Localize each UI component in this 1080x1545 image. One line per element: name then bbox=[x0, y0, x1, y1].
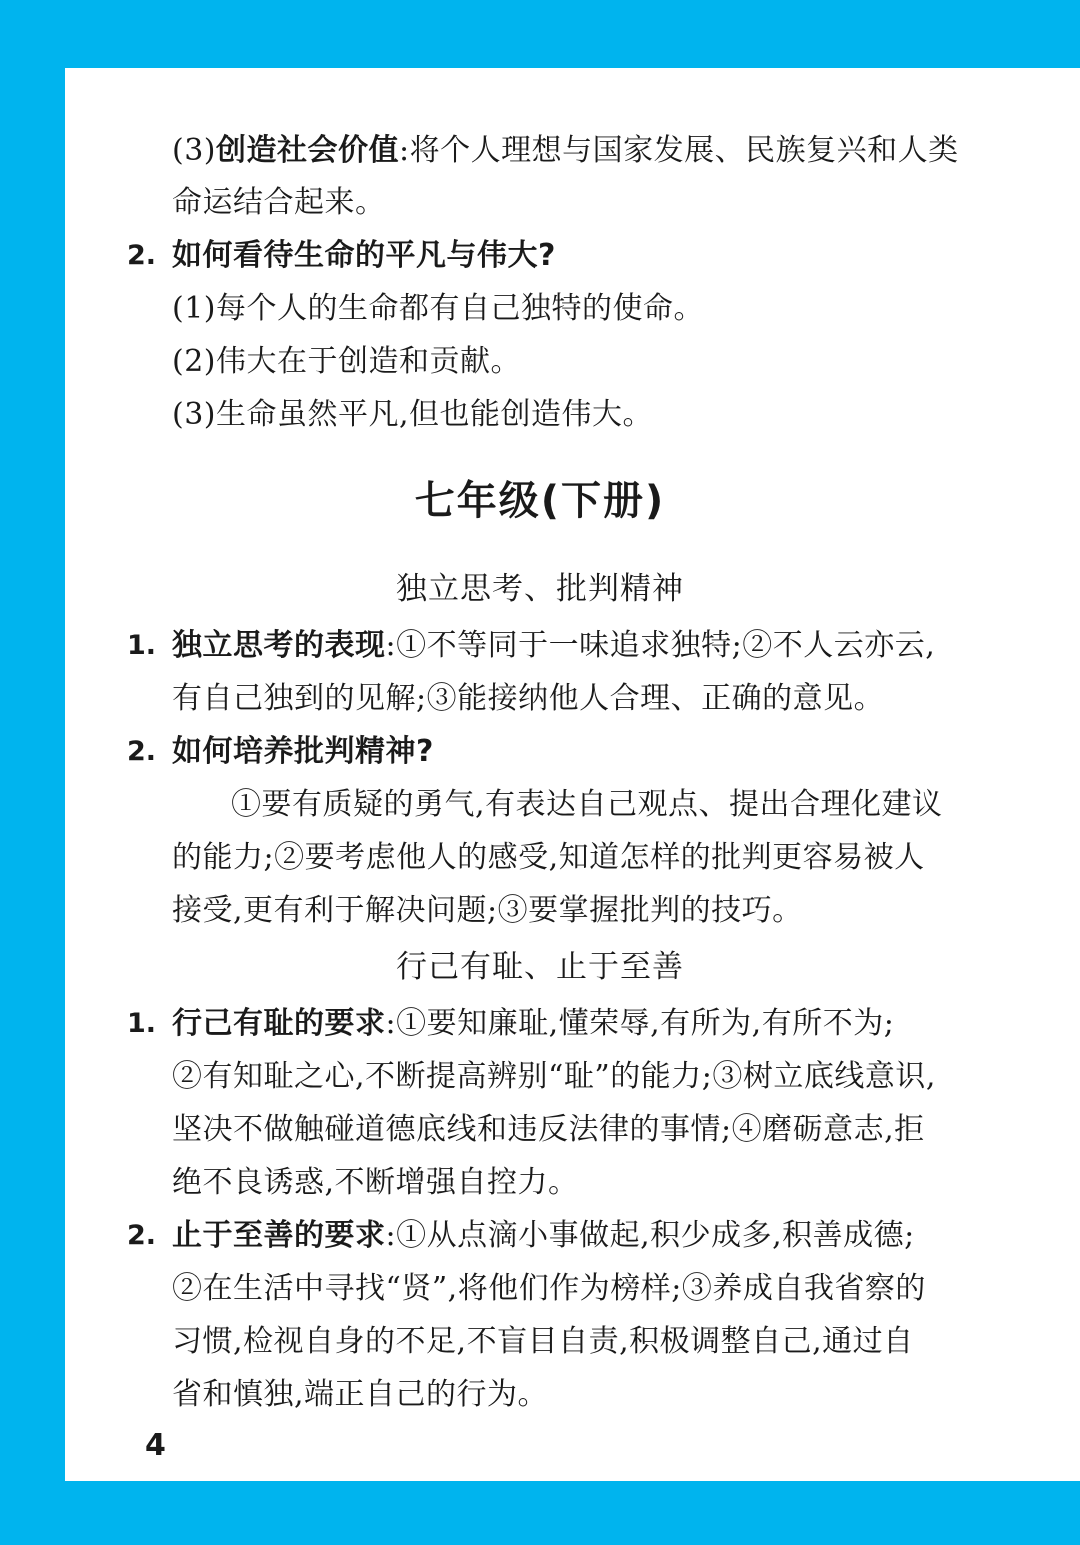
paragraph-line: 绝不良诱惑,不断增强自控力。 bbox=[172, 1165, 579, 1200]
page-number: 4 bbox=[145, 1428, 166, 1463]
subsection-title: 独立思考、批判精神 bbox=[396, 571, 684, 607]
paragraph-line bbox=[172, 626, 935, 666]
paragraph-line: 坚决不做触碰道德底线和违反法律的事情;④磨砺意志,拒 bbox=[172, 1112, 925, 1147]
page-sheet bbox=[65, 68, 1080, 1481]
item-prefix: (3) bbox=[172, 133, 216, 168]
question-number: 1. bbox=[127, 630, 157, 661]
paragraph-line: ②在生活中寻找“贤”,将他们作为榜样;③养成自我省察的 bbox=[172, 1271, 926, 1306]
paragraph-line: 习惯,检视自身的不足,不盲目自责,积极调整自己,通过自 bbox=[172, 1324, 914, 1359]
question-number: 1. bbox=[127, 1008, 157, 1039]
item-bold-term: 止于至善的要求 bbox=[172, 1218, 386, 1253]
item-text: :将个人理想与国家发展、民族复兴和人类 bbox=[399, 133, 959, 168]
value-line-1 bbox=[172, 131, 959, 171]
question-number: 2. bbox=[127, 736, 157, 767]
paragraph-line: 接受,更有利于解决问题;③要掌握批判的技巧。 bbox=[172, 893, 803, 928]
item-bold-term: 创造社会价值 bbox=[216, 133, 399, 168]
item-text: :①从点滴小事做起,积少成多,积善成德; bbox=[385, 1218, 915, 1253]
item-bold-term: 独立思考的表现 bbox=[172, 628, 386, 663]
paragraph-line bbox=[172, 1216, 915, 1256]
item-bold-term: 行己有耻的要求 bbox=[172, 1006, 386, 1041]
subsection-title: 行己有耻、止于至善 bbox=[396, 949, 684, 985]
value-line-2: 命运结合起来。 bbox=[172, 185, 386, 220]
paragraph-line: 的能力;②要考虑他人的感受,知道怎样的批判更容易被人 bbox=[172, 840, 925, 875]
question-number: 2. bbox=[127, 1220, 157, 1251]
question-number: 2. bbox=[127, 240, 157, 271]
question-title: 如何培养批判精神? bbox=[172, 734, 434, 769]
item-text: :①要知廉耻,懂荣辱,有所为,有所不为; bbox=[385, 1006, 895, 1041]
list-item: (1)每个人的生命都有自己独特的使命。 bbox=[172, 291, 704, 326]
list-item: (3)生命虽然平凡,但也能创造伟大。 bbox=[172, 397, 654, 432]
paragraph-line: 有自己独到的见解;③能接纳他人合理、正确的意见。 bbox=[172, 681, 885, 716]
paragraph-line bbox=[172, 1004, 894, 1044]
paragraph-line: 省和慎独,端正自己的行为。 bbox=[172, 1377, 549, 1412]
paragraph-line: ①要有质疑的勇气,有表达自己观点、提出合理化建议 bbox=[231, 787, 943, 822]
paragraph-line: ②有知耻之心,不断提高辨别“耻”的能力;③树立底线意识, bbox=[172, 1059, 936, 1094]
list-item: (2)伟大在于创造和贡献。 bbox=[172, 344, 521, 379]
item-text: :①不等同于一味追求独特;②不人云亦云, bbox=[385, 628, 936, 663]
question-title: 如何看待生命的平凡与伟大? bbox=[172, 238, 556, 273]
section-title: 七年级(下册) bbox=[414, 478, 666, 524]
